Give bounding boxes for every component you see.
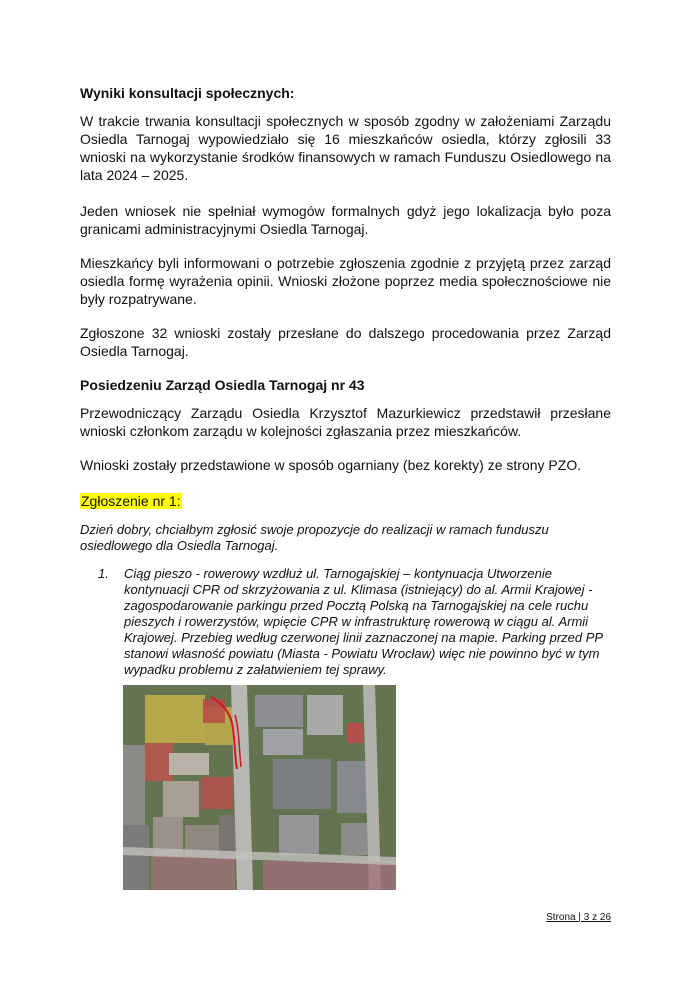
paragraph-presentation: Wnioski zostały przedstawione w sposób ogarniany (bez korekty) ze strony PZO.: [80, 457, 582, 473]
section-title-meeting: Posiedzeniu Zarząd Osiedla Tarnogaj nr 43: [80, 377, 365, 393]
list-item-number: 1.: [98, 566, 109, 581]
paragraph-chairman: Przewodniczący Zarządu Osiedla Krzysztof Mazurkiewicz przedstawił przesłane wnioski członkom zarządu w kolejności zgłaszania przez mieszkańców.: [80, 405, 611, 439]
submission-heading-wrapper: [80, 492, 611, 511]
paragraph-formal-rejection: Jeden wniosek nie spełniał wymogów formalnych gdyż jego lokalizacja było poza granicami administracyjnymi Osiedla Tarnogaj.: [80, 203, 611, 237]
submission-intro: Dzień dobry, chciałbym zgłosić swoje propozycje do realizacji w ramach funduszu osiedlowego dla Osiedla Tarnogaj.: [80, 522, 549, 553]
paragraph-forwarded-requests: Zgłoszone 32 wnioski zostały przesłane do dalszego procedowania przez Zarząd Osiedla Tarnogaj.: [80, 325, 611, 359]
paragraph-consultation-summary: W trakcie trwania konsultacji społecznych w sposób zgodny w założeniami Zarządu Osiedla Tarnogaj wypowiedziało się 16 mieszkańców osiedla, którzy zgłosili 33 wnioski na wykorzystanie środków finansowych w ramach Funduszu Osiedlowego na lata 2024 – 2025.: [80, 113, 611, 183]
section-title-results: Wyniki konsultacji społecznych:: [80, 85, 295, 101]
list-item-text: Ciąg pieszo - rowerowy wzdłuż ul. Tarnogajskiej – kontynuacja Utworzenie kontynuacji CPR od skrzyżowania z ul. Klimasa (istniejący) do al. Armii Krajowej - zagospodarowanie parkingu przed Pocztą Polską na Tarnogajskiej na cele ruchu pieszych i rowerzystów, wpięcie CPR w infrastrukturę rowerową w ciągu al. Armii Krajowej. Przebieg według czerwonej linii zaznaczonej na mapie. Parking przed PP stanowi własność powiatu (Miasta - Powiatu Wrocław) więc nie powinno być w tym wypadku problemu z załatwieniem tej sprawy.: [124, 566, 603, 677]
paragraph-resident-information: Mieszkańcy byli informowani o potrzebie zgłoszenia zgodnie z przyjętą przez zarząd osiedla formę wyrażenia opinii. Wnioski złożone poprzez media społecznościowe nie były rozpatrywane.: [80, 255, 611, 307]
satellite-map-image: [123, 685, 396, 890]
page-number-footer: Strona | 3 z 26: [546, 912, 611, 923]
submission-heading: Zgłoszenie nr 1:: [81, 493, 181, 509]
